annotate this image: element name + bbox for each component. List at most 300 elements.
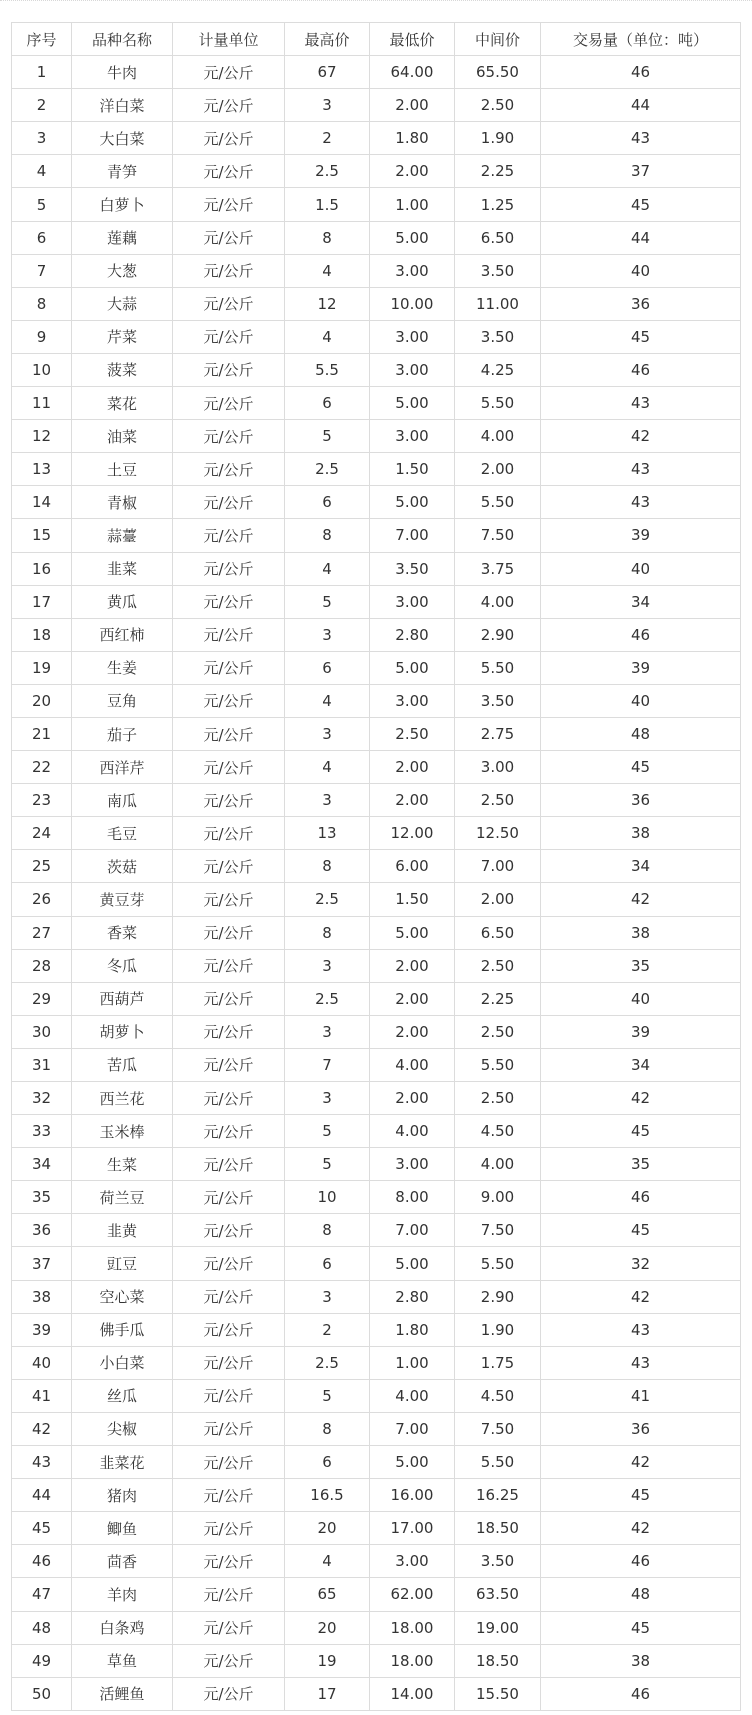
cell-index: 23: [12, 784, 72, 817]
cell-volume: 43: [541, 486, 741, 519]
cell-mid-price: 7.50: [455, 1412, 541, 1445]
cell-volume: 41: [541, 1379, 741, 1412]
price-table-container: [11, 22, 740, 1711]
cell-max-price: 6: [285, 1247, 370, 1280]
cell-variety: 黄豆芽: [72, 883, 173, 916]
cell-unit: 元/公斤: [173, 387, 285, 420]
cell-unit: 元/公斤: [173, 883, 285, 916]
cell-index: 7: [12, 254, 72, 287]
cell-min-price: 2.00: [370, 89, 455, 122]
cell-volume: 42: [541, 1280, 741, 1313]
cell-unit: 元/公斤: [173, 353, 285, 386]
cell-volume: 38: [541, 916, 741, 949]
cell-max-price: 6: [285, 1446, 370, 1479]
cell-max-price: 3: [285, 784, 370, 817]
cell-volume: 42: [541, 1446, 741, 1479]
cell-max-price: 6: [285, 651, 370, 684]
cell-unit: 元/公斤: [173, 585, 285, 618]
cell-max-price: 1.5: [285, 188, 370, 221]
cell-mid-price: 3.50: [455, 1545, 541, 1578]
cell-volume: 38: [541, 1644, 741, 1677]
cell-index: 18: [12, 618, 72, 651]
cell-volume: 42: [541, 1082, 741, 1115]
cell-unit: 元/公斤: [173, 221, 285, 254]
cell-variety: 生姜: [72, 651, 173, 684]
cell-min-price: 1.80: [370, 122, 455, 155]
cell-max-price: 16.5: [285, 1479, 370, 1512]
table-row: [12, 982, 741, 1015]
header-index: 序号: [12, 23, 72, 56]
cell-min-price: 1.50: [370, 883, 455, 916]
cell-mid-price: 7.50: [455, 519, 541, 552]
cell-mid-price: 7.50: [455, 1214, 541, 1247]
cell-variety: 油菜: [72, 420, 173, 453]
cell-variety: 大葱: [72, 254, 173, 287]
cell-index: 13: [12, 453, 72, 486]
cell-unit: 元/公斤: [173, 56, 285, 89]
cell-index: 49: [12, 1644, 72, 1677]
cell-max-price: 19: [285, 1644, 370, 1677]
cell-volume: 46: [541, 1545, 741, 1578]
cell-variety: 鲫鱼: [72, 1512, 173, 1545]
header-volume: 交易量（单位：吨）: [541, 23, 741, 56]
cell-index: 28: [12, 949, 72, 982]
cell-max-price: 3: [285, 89, 370, 122]
cell-min-price: 5.00: [370, 651, 455, 684]
cell-volume: 34: [541, 585, 741, 618]
table-row: [12, 1115, 741, 1148]
cell-variety: 胡萝卜: [72, 1015, 173, 1048]
cell-volume: 44: [541, 89, 741, 122]
cell-unit: 元/公斤: [173, 717, 285, 750]
cell-mid-price: 15.50: [455, 1677, 541, 1710]
cell-min-price: 7.00: [370, 1412, 455, 1445]
cell-index: 29: [12, 982, 72, 1015]
cell-min-price: 2.00: [370, 155, 455, 188]
cell-index: 8: [12, 287, 72, 320]
cell-min-price: 1.00: [370, 188, 455, 221]
cell-min-price: 16.00: [370, 1479, 455, 1512]
cell-max-price: 3: [285, 1015, 370, 1048]
cell-min-price: 2.00: [370, 784, 455, 817]
cell-max-price: 4: [285, 254, 370, 287]
cell-unit: 元/公斤: [173, 453, 285, 486]
cell-max-price: 5: [285, 420, 370, 453]
cell-index: 1: [12, 56, 72, 89]
table-row: [12, 320, 741, 353]
cell-max-price: 5: [285, 585, 370, 618]
table-row: [12, 1379, 741, 1412]
cell-variety: 草鱼: [72, 1644, 173, 1677]
cell-max-price: 4: [285, 1545, 370, 1578]
cell-volume: 45: [541, 1611, 741, 1644]
cell-max-price: 5.5: [285, 353, 370, 386]
cell-min-price: 2.00: [370, 949, 455, 982]
cell-min-price: 14.00: [370, 1677, 455, 1710]
cell-unit: 元/公斤: [173, 1148, 285, 1181]
cell-max-price: 6: [285, 486, 370, 519]
cell-variety: 豇豆: [72, 1247, 173, 1280]
cell-mid-price: 2.90: [455, 1280, 541, 1313]
cell-variety: 佛手瓜: [72, 1313, 173, 1346]
cell-mid-price: 3.50: [455, 254, 541, 287]
cell-index: 48: [12, 1611, 72, 1644]
cell-unit: 元/公斤: [173, 486, 285, 519]
table-row: [12, 353, 741, 386]
cell-mid-price: 2.50: [455, 1015, 541, 1048]
cell-index: 45: [12, 1512, 72, 1545]
cell-mid-price: 5.50: [455, 387, 541, 420]
price-table: [11, 22, 741, 1711]
cell-min-price: 3.00: [370, 420, 455, 453]
cell-index: 33: [12, 1115, 72, 1148]
cell-unit: 元/公斤: [173, 1346, 285, 1379]
cell-variety: 尖椒: [72, 1412, 173, 1445]
table-row: [12, 1048, 741, 1081]
top-dotted-divider: [0, 0, 752, 1]
cell-index: 15: [12, 519, 72, 552]
cell-mid-price: 5.50: [455, 651, 541, 684]
cell-max-price: 20: [285, 1611, 370, 1644]
cell-min-price: 5.00: [370, 387, 455, 420]
cell-volume: 43: [541, 122, 741, 155]
cell-min-price: 10.00: [370, 287, 455, 320]
cell-unit: 元/公斤: [173, 684, 285, 717]
cell-variety: 大蒜: [72, 287, 173, 320]
cell-max-price: 5: [285, 1115, 370, 1148]
table-row: [12, 1446, 741, 1479]
cell-mid-price: 4.00: [455, 585, 541, 618]
cell-unit: 元/公斤: [173, 784, 285, 817]
cell-unit: 元/公斤: [173, 1578, 285, 1611]
cell-volume: 37: [541, 155, 741, 188]
table-row: [12, 486, 741, 519]
cell-unit: 元/公斤: [173, 1611, 285, 1644]
cell-volume: 40: [541, 254, 741, 287]
cell-min-price: 5.00: [370, 1247, 455, 1280]
cell-volume: 45: [541, 1214, 741, 1247]
table-row: [12, 1280, 741, 1313]
cell-min-price: 7.00: [370, 519, 455, 552]
cell-min-price: 2.80: [370, 1280, 455, 1313]
cell-unit: 元/公斤: [173, 982, 285, 1015]
cell-min-price: 5.00: [370, 916, 455, 949]
cell-index: 14: [12, 486, 72, 519]
cell-max-price: 6: [285, 387, 370, 420]
table-row: [12, 89, 741, 122]
cell-volume: 36: [541, 784, 741, 817]
cell-volume: 46: [541, 1677, 741, 1710]
header-min-price: 最低价: [370, 23, 455, 56]
cell-min-price: 5.00: [370, 486, 455, 519]
cell-max-price: 65: [285, 1578, 370, 1611]
cell-mid-price: 3.50: [455, 684, 541, 717]
cell-index: 40: [12, 1346, 72, 1379]
cell-volume: 48: [541, 717, 741, 750]
cell-max-price: 8: [285, 850, 370, 883]
cell-mid-price: 1.90: [455, 1313, 541, 1346]
cell-unit: 元/公斤: [173, 1247, 285, 1280]
cell-variety: 茴香: [72, 1545, 173, 1578]
table-header-row: [12, 23, 741, 56]
cell-variety: 生菜: [72, 1148, 173, 1181]
cell-index: 44: [12, 1479, 72, 1512]
cell-max-price: 2.5: [285, 453, 370, 486]
cell-mid-price: 3.75: [455, 552, 541, 585]
cell-max-price: 10: [285, 1181, 370, 1214]
cell-mid-price: 1.25: [455, 188, 541, 221]
cell-min-price: 1.00: [370, 1346, 455, 1379]
cell-volume: 43: [541, 453, 741, 486]
cell-mid-price: 4.50: [455, 1115, 541, 1148]
cell-index: 39: [12, 1313, 72, 1346]
cell-index: 17: [12, 585, 72, 618]
cell-max-price: 67: [285, 56, 370, 89]
cell-min-price: 2.50: [370, 717, 455, 750]
header-variety: 品种名称: [72, 23, 173, 56]
cell-mid-price: 4.50: [455, 1379, 541, 1412]
cell-variety: 空心菜: [72, 1280, 173, 1313]
table-row: [12, 717, 741, 750]
cell-volume: 39: [541, 651, 741, 684]
table-row: [12, 56, 741, 89]
cell-volume: 46: [541, 1181, 741, 1214]
cell-index: 41: [12, 1379, 72, 1412]
cell-mid-price: 4.00: [455, 420, 541, 453]
cell-min-price: 3.00: [370, 320, 455, 353]
cell-volume: 39: [541, 519, 741, 552]
cell-variety: 冬瓜: [72, 949, 173, 982]
cell-min-price: 3.00: [370, 353, 455, 386]
cell-unit: 元/公斤: [173, 1048, 285, 1081]
cell-mid-price: 5.50: [455, 486, 541, 519]
cell-variety: 大白菜: [72, 122, 173, 155]
cell-index: 46: [12, 1545, 72, 1578]
cell-max-price: 2.5: [285, 883, 370, 916]
cell-volume: 34: [541, 850, 741, 883]
cell-index: 10: [12, 353, 72, 386]
cell-max-price: 13: [285, 817, 370, 850]
cell-index: 30: [12, 1015, 72, 1048]
cell-max-price: 8: [285, 916, 370, 949]
cell-mid-price: 3.00: [455, 751, 541, 784]
table-row: [12, 916, 741, 949]
cell-unit: 元/公斤: [173, 1512, 285, 1545]
cell-max-price: 4: [285, 751, 370, 784]
table-row: [12, 883, 741, 916]
cell-variety: 茄子: [72, 717, 173, 750]
cell-min-price: 7.00: [370, 1214, 455, 1247]
cell-index: 26: [12, 883, 72, 916]
cell-min-price: 4.00: [370, 1048, 455, 1081]
cell-mid-price: 7.00: [455, 850, 541, 883]
cell-variety: 茨菇: [72, 850, 173, 883]
table-row: [12, 221, 741, 254]
cell-mid-price: 2.50: [455, 949, 541, 982]
cell-variety: 白条鸡: [72, 1611, 173, 1644]
cell-min-price: 1.50: [370, 453, 455, 486]
cell-unit: 元/公斤: [173, 916, 285, 949]
cell-volume: 35: [541, 1148, 741, 1181]
cell-max-price: 3: [285, 949, 370, 982]
cell-max-price: 17: [285, 1677, 370, 1710]
cell-max-price: 5: [285, 1148, 370, 1181]
cell-mid-price: 5.50: [455, 1446, 541, 1479]
cell-variety: 韭黄: [72, 1214, 173, 1247]
cell-max-price: 2: [285, 1313, 370, 1346]
cell-mid-price: 2.00: [455, 883, 541, 916]
cell-max-price: 12: [285, 287, 370, 320]
cell-min-price: 3.00: [370, 684, 455, 717]
cell-index: 32: [12, 1082, 72, 1115]
cell-min-price: 2.00: [370, 982, 455, 1015]
cell-variety: 苦瓜: [72, 1048, 173, 1081]
cell-unit: 元/公斤: [173, 1412, 285, 1445]
cell-volume: 48: [541, 1578, 741, 1611]
cell-min-price: 18.00: [370, 1644, 455, 1677]
cell-mid-price: 6.50: [455, 221, 541, 254]
cell-min-price: 8.00: [370, 1181, 455, 1214]
table-body: [12, 56, 741, 1711]
cell-unit: 元/公斤: [173, 817, 285, 850]
table-row: [12, 784, 741, 817]
cell-unit: 元/公斤: [173, 850, 285, 883]
cell-min-price: 2.80: [370, 618, 455, 651]
table-row: [12, 1082, 741, 1115]
cell-volume: 46: [541, 353, 741, 386]
cell-index: 22: [12, 751, 72, 784]
cell-index: 16: [12, 552, 72, 585]
table-row: [12, 1313, 741, 1346]
cell-index: 12: [12, 420, 72, 453]
cell-unit: 元/公斤: [173, 1181, 285, 1214]
cell-variety: 莲藕: [72, 221, 173, 254]
cell-index: 27: [12, 916, 72, 949]
table-row: [12, 1015, 741, 1048]
cell-unit: 元/公斤: [173, 1214, 285, 1247]
cell-index: 50: [12, 1677, 72, 1710]
cell-unit: 元/公斤: [173, 1479, 285, 1512]
cell-min-price: 3.00: [370, 585, 455, 618]
cell-volume: 40: [541, 552, 741, 585]
cell-max-price: 7: [285, 1048, 370, 1081]
cell-volume: 40: [541, 982, 741, 1015]
table-row: [12, 949, 741, 982]
cell-variety: 南瓜: [72, 784, 173, 817]
table-row: [12, 387, 741, 420]
cell-mid-price: 4.00: [455, 1148, 541, 1181]
cell-mid-price: 2.00: [455, 453, 541, 486]
cell-unit: 元/公斤: [173, 122, 285, 155]
cell-unit: 元/公斤: [173, 254, 285, 287]
cell-unit: 元/公斤: [173, 519, 285, 552]
cell-index: 2: [12, 89, 72, 122]
cell-volume: 45: [541, 188, 741, 221]
cell-min-price: 18.00: [370, 1611, 455, 1644]
cell-volume: 42: [541, 1512, 741, 1545]
table-row: [12, 850, 741, 883]
cell-min-price: 3.00: [370, 1545, 455, 1578]
cell-mid-price: 19.00: [455, 1611, 541, 1644]
header-max-price: 最高价: [285, 23, 370, 56]
cell-min-price: 62.00: [370, 1578, 455, 1611]
table-row: [12, 1479, 741, 1512]
cell-variety: 玉米棒: [72, 1115, 173, 1148]
cell-index: 35: [12, 1181, 72, 1214]
table-row: [12, 585, 741, 618]
table-row: [12, 287, 741, 320]
cell-variety: 芹菜: [72, 320, 173, 353]
cell-index: 3: [12, 122, 72, 155]
cell-unit: 元/公斤: [173, 1677, 285, 1710]
cell-min-price: 5.00: [370, 221, 455, 254]
cell-variety: 黄瓜: [72, 585, 173, 618]
cell-volume: 43: [541, 387, 741, 420]
cell-variety: 洋白菜: [72, 89, 173, 122]
cell-min-price: 2.00: [370, 1015, 455, 1048]
cell-mid-price: 2.90: [455, 618, 541, 651]
cell-index: 43: [12, 1446, 72, 1479]
cell-volume: 45: [541, 751, 741, 784]
cell-index: 37: [12, 1247, 72, 1280]
table-row: [12, 519, 741, 552]
cell-mid-price: 2.25: [455, 982, 541, 1015]
table-row: [12, 155, 741, 188]
cell-mid-price: 2.50: [455, 784, 541, 817]
cell-index: 24: [12, 817, 72, 850]
cell-variety: 西红柿: [72, 618, 173, 651]
table-row: [12, 1512, 741, 1545]
cell-index: 47: [12, 1578, 72, 1611]
cell-index: 9: [12, 320, 72, 353]
cell-max-price: 3: [285, 1280, 370, 1313]
cell-variety: 牛肉: [72, 56, 173, 89]
cell-volume: 45: [541, 1479, 741, 1512]
cell-mid-price: 5.50: [455, 1048, 541, 1081]
cell-index: 20: [12, 684, 72, 717]
cell-unit: 元/公斤: [173, 155, 285, 188]
cell-index: 38: [12, 1280, 72, 1313]
cell-unit: 元/公斤: [173, 1446, 285, 1479]
cell-min-price: 6.00: [370, 850, 455, 883]
cell-max-price: 2.5: [285, 1346, 370, 1379]
cell-variety: 菜花: [72, 387, 173, 420]
cell-volume: 46: [541, 56, 741, 89]
cell-min-price: 3.00: [370, 1148, 455, 1181]
cell-max-price: 4: [285, 552, 370, 585]
cell-mid-price: 2.50: [455, 1082, 541, 1115]
cell-variety: 韭菜花: [72, 1446, 173, 1479]
cell-variety: 蒜薹: [72, 519, 173, 552]
cell-mid-price: 18.50: [455, 1644, 541, 1677]
table-row: [12, 1611, 741, 1644]
cell-variety: 白萝卜: [72, 188, 173, 221]
cell-mid-price: 5.50: [455, 1247, 541, 1280]
cell-volume: 45: [541, 1115, 741, 1148]
table-row: [12, 751, 741, 784]
cell-volume: 42: [541, 420, 741, 453]
cell-max-price: 3: [285, 717, 370, 750]
cell-variety: 活鲤鱼: [72, 1677, 173, 1710]
cell-unit: 元/公斤: [173, 1379, 285, 1412]
table-row: [12, 651, 741, 684]
cell-max-price: 4: [285, 684, 370, 717]
cell-volume: 36: [541, 1412, 741, 1445]
cell-unit: 元/公斤: [173, 1082, 285, 1115]
cell-max-price: 2.5: [285, 155, 370, 188]
cell-min-price: 17.00: [370, 1512, 455, 1545]
cell-unit: 元/公斤: [173, 287, 285, 320]
